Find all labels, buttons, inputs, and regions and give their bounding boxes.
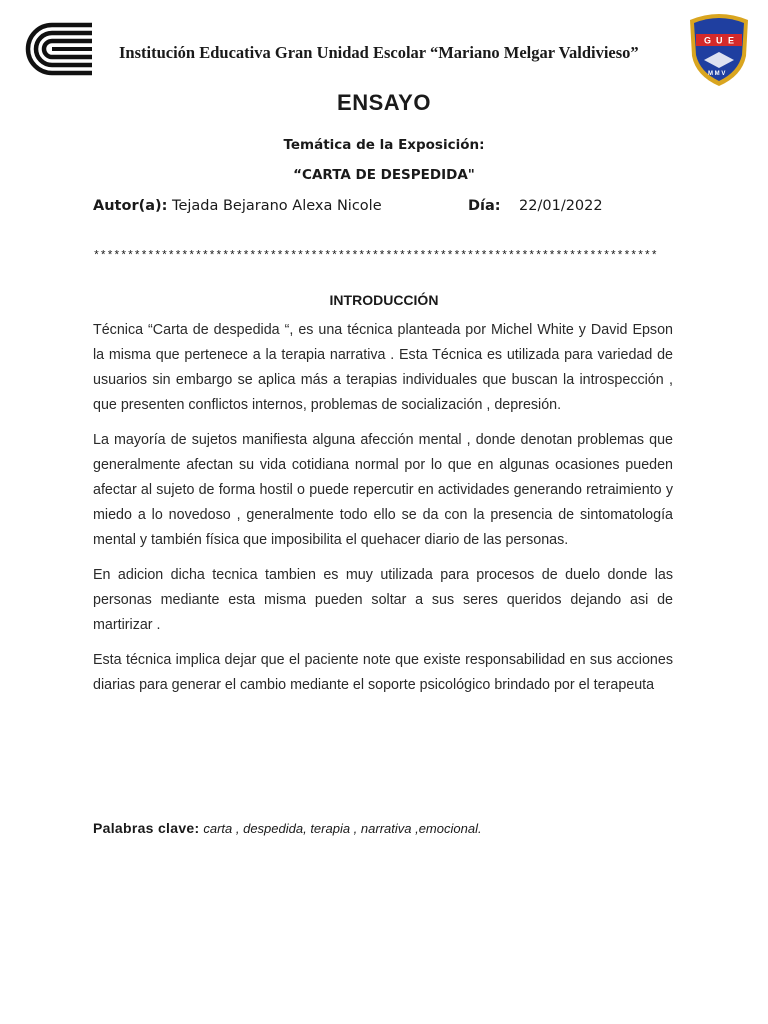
section-title: INTRODUCCIÓN (329, 292, 439, 308)
theme-value: “CARTA DE DESPEDIDA" (293, 167, 475, 183)
document-title: ENSAYO (337, 90, 431, 115)
institution-logo-left (22, 22, 96, 76)
keywords-values: carta , despedida, terapia , narrativa ,emocional. (203, 821, 482, 836)
keywords-label: Palabras clave: (93, 820, 200, 836)
institution-name: Institución Educativa Gran Unidad Escolar “Mariano Melgar Valdivieso” (119, 43, 639, 62)
paragraph: Esta técnica implica dejar que el paciente note que existe responsabilidad en sus acciones diarias para generar el cambio mediante el soporte psicológico brindado por el terapeuta (93, 652, 673, 693)
author-name: Tejada Bejarano Alexa Nicole (172, 198, 382, 214)
crest-letter: E (728, 35, 735, 46)
date-value: 22/01/2022 (519, 198, 603, 214)
crest-bottom-text: M M V (708, 71, 726, 77)
paragraph: Técnica “Carta de despedida “, es una técnica planteada por Michel White y David Epson la misma que pertenece a la terapia narrativa . Esta Técnica es utilizada para variedad de usuarios sin embargo se aplica más a terapias individuales que buscan la introspección , que presenten conflictos internos, problemas de socialización , depresión. (93, 322, 673, 413)
separator-line: *********************************************************************************** (93, 250, 658, 263)
date-block (468, 198, 603, 214)
author-label: Autor(a): (93, 198, 168, 214)
crest-letter: U (716, 35, 723, 46)
keywords (93, 820, 673, 836)
author-row (93, 198, 683, 214)
day-label: Día: (468, 198, 501, 214)
paragraph: En adicion dicha tecnica tambien es muy utilizada para procesos de duelo donde las personas mediante esta misma pueden soltar a sus seres queridos dejando asi de martirizar . (93, 567, 673, 633)
body-text (93, 318, 673, 708)
theme-label: Temática de la Exposición: (283, 137, 485, 153)
paragraph: La mayoría de sujetos manifiesta alguna afección mental , donde denotan problemas que generalmente afectan su vida cotidiana normal por lo que en algunas ocasiones pueden afectar al sujeto de forma hostil o puede repercutir en actividades generando retraimiento y miedo a lo novedoso , generalmente todo ello se da con la presencia de sintomatología mental y también física que imposibilita el quehacer diario de las personas. (93, 432, 673, 548)
crest-letter: G (704, 35, 712, 46)
school-crest-logo (686, 12, 752, 88)
